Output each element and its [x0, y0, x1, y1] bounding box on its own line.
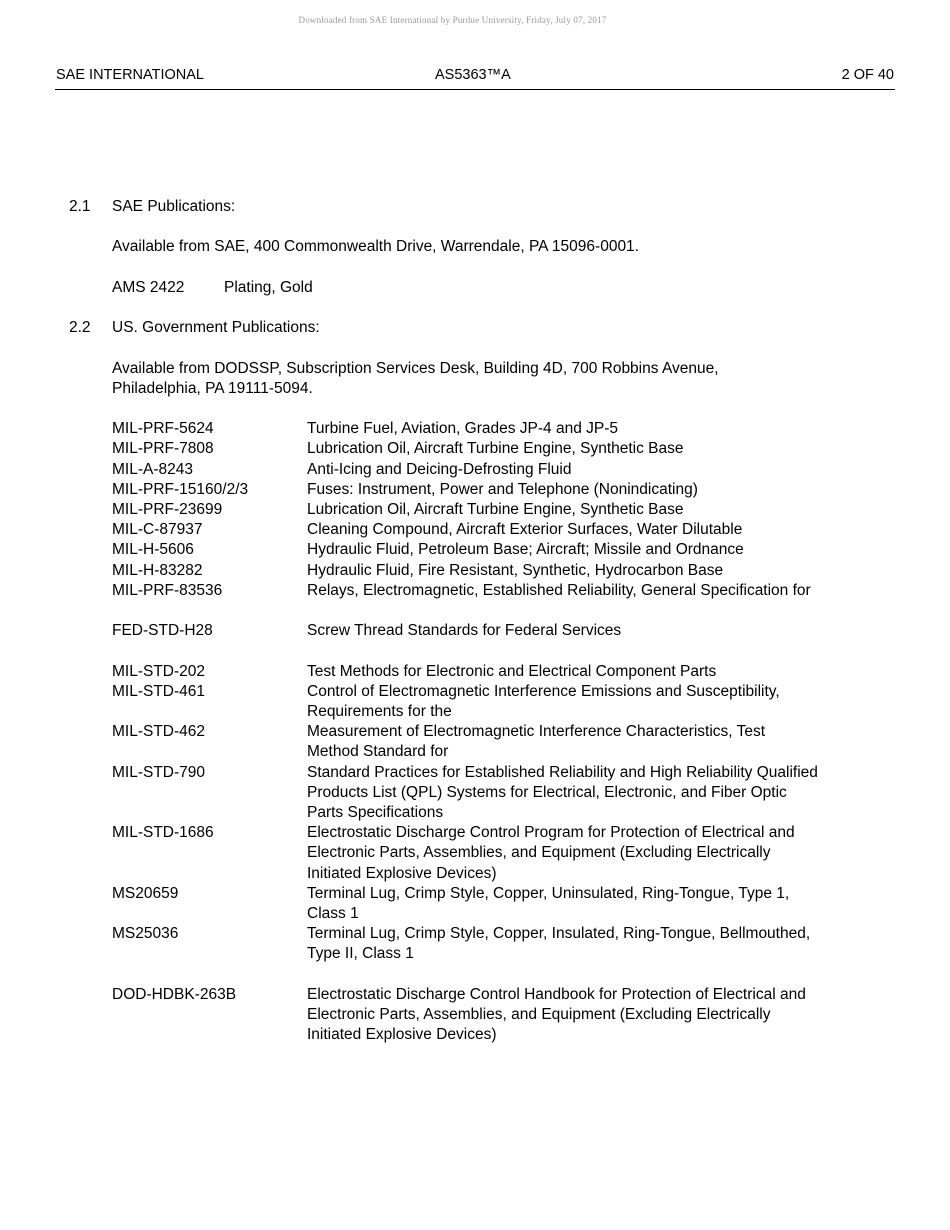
spec-code: MIL-STD-202	[112, 662, 206, 680]
download-watermark: Downloaded from SAE International by Purdue University, Friday, July 07, 2017	[298, 15, 607, 25]
spec-code: FED-STD-H28	[112, 622, 213, 640]
spec-title	[307, 823, 889, 884]
section-2-1-availability: Available from SAE, 400 Commonwealth Drive, Warrendale, PA 15096-0001.	[112, 238, 639, 256]
spec-title-line: Standard Practices for Established Reliability and High Reliability Qualified	[307, 763, 818, 781]
availability-line: Philadelphia, PA 19111-5094.	[112, 379, 313, 397]
spec-row	[112, 985, 889, 1046]
spec-title	[307, 763, 889, 824]
spec-title-line: Class 1	[307, 905, 359, 922]
spec-row	[112, 480, 889, 500]
page-content	[69, 197, 889, 1045]
section-2-2-heading	[69, 318, 889, 338]
spec-title-line: Electronic Parts, Assemblies, and Equipment (Excluding Electrically	[307, 844, 771, 862]
spec-code: MIL-H-5606	[112, 541, 194, 559]
spec-title	[307, 439, 889, 459]
spec-code: MIL-STD-462	[112, 723, 206, 741]
spec-title	[307, 419, 889, 439]
spec-title-line: Initiated Explosive Devices)	[307, 864, 497, 882]
spec-group	[112, 419, 889, 601]
spec-title-line: Electrostatic Discharge Control Handbook for Protection of Electrical and	[307, 985, 806, 1003]
spec-row	[112, 419, 889, 439]
page-header	[55, 66, 895, 90]
section-title: US. Government Publications:	[112, 319, 320, 337]
spec-code: AMS 2422	[112, 278, 185, 296]
spec-code: MIL-PRF-83536	[112, 581, 223, 599]
spec-row	[112, 460, 889, 480]
spec-code: MIL-STD-1686	[112, 824, 214, 842]
spec-row	[112, 581, 889, 601]
spec-title-line: Requirements for the	[307, 702, 452, 720]
spec-title-line: Terminal Lug, Crimp Style, Copper, Uninsulated, Ring-Tongue, Type 1,	[307, 884, 790, 902]
header-page-number: 2 OF 40	[841, 67, 894, 83]
spec-title-line: Electronic Parts, Assemblies, and Equipment (Excluding Electrically	[307, 1006, 771, 1023]
spec-row	[112, 662, 889, 682]
spec-title	[307, 985, 889, 1046]
spec-title-line: Test Methods for Electronic and Electrical Component Parts	[307, 662, 717, 680]
spec-title	[307, 520, 889, 540]
spec-title-line: Lubrication Oil, Aircraft Turbine Engine, Synthetic Base	[307, 500, 684, 518]
spec-title-line: Hydraulic Fluid, Fire Resistant, Synthetic, Hydrocarbon Base	[307, 561, 724, 579]
spec-title	[307, 500, 889, 520]
spec-row	[112, 621, 889, 641]
section-title: SAE Publications:	[112, 198, 236, 215]
spec-title-line: Terminal Lug, Crimp Style, Copper, Insulated, Ring-Tongue, Bellmouthed,	[307, 925, 811, 943]
section-2-1-heading	[69, 197, 889, 217]
spec-row	[112, 823, 889, 884]
section-2-2-availability	[112, 359, 889, 399]
spec-title-line: Cleaning Compound, Aircraft Exterior Surfaces, Water Dilutable	[307, 521, 743, 539]
spec-title-line: Method Standard for	[307, 743, 449, 761]
spec-title-line: Lubrication Oil, Aircraft Turbine Engine, Synthetic Base	[307, 440, 684, 458]
spec-title-line: Hydraulic Fluid, Petroleum Base; Aircraft; Missile and Ordnance	[307, 541, 744, 559]
spec-title-line: Turbine Fuel, Aviation, Grades JP-4 and JP-5	[307, 420, 619, 438]
spec-title	[307, 460, 889, 480]
spec-row	[112, 884, 889, 924]
spec-code: DOD-HDBK-263B	[112, 985, 237, 1003]
spec-row	[112, 439, 889, 459]
spec-code: MIL-PRF-7808	[112, 440, 214, 458]
spec-title-line: Parts Specifications	[307, 803, 444, 821]
spec-title-line: Screw Thread Standards for Federal Services	[307, 622, 622, 640]
spec-code: MIL-PRF-15160/2/3	[112, 480, 249, 498]
spec-title-line: Anti-Icing and Deicing-Defrosting Fluid	[307, 460, 572, 478]
spec-title-line: Control of Electromagnetic Interference Emissions and Susceptibility,	[307, 682, 780, 700]
spec-title-line: Fuses: Instrument, Power and Telephone (Nonindicating)	[307, 480, 698, 498]
spec-title-line: Measurement of Electromagnetic Interference Characteristics, Test	[307, 723, 766, 741]
spec-title-line: Initiated Explosive Devices)	[307, 1026, 497, 1044]
spec-row	[112, 722, 889, 762]
section-number: 2.2	[69, 319, 91, 337]
government-spec-list	[112, 419, 889, 1045]
spec-code: MIL-PRF-5624	[112, 420, 214, 438]
spec-row	[112, 278, 889, 298]
spec-title	[307, 581, 889, 601]
spec-code: MIL-STD-790	[112, 763, 206, 781]
spec-title-line: Relays, Electromagnetic, Established Reliability, General Specification for	[307, 581, 811, 599]
spec-title	[307, 682, 889, 722]
spec-group	[112, 985, 889, 1046]
spec-row	[112, 540, 889, 560]
spec-title	[307, 662, 889, 682]
spec-code: MIL-STD-461	[112, 682, 206, 700]
header-organization: SAE INTERNATIONAL	[56, 67, 204, 83]
spec-title	[307, 480, 889, 500]
spec-title-line: Electrostatic Discharge Control Program for Protection of Electrical and	[307, 824, 795, 842]
spec-title: Plating, Gold	[224, 278, 313, 296]
spec-title	[307, 722, 889, 762]
spec-title	[307, 884, 889, 924]
spec-row	[112, 924, 889, 964]
spec-row	[112, 520, 889, 540]
spec-code: MIL-C-87937	[112, 521, 203, 539]
spec-code: MS20659	[112, 884, 179, 902]
spec-group	[112, 621, 889, 641]
spec-title-line: Products List (QPL) Systems for Electrical, Electronic, and Fiber Optic	[307, 783, 787, 801]
spec-group	[112, 662, 889, 965]
spec-title	[307, 621, 889, 641]
spec-code: MIL-H-83282	[112, 561, 203, 579]
availability-line: Available from DODSSP, Subscription Services Desk, Building 4D, 700 Robbins Avenue,	[112, 359, 719, 377]
spec-row	[112, 561, 889, 581]
header-document-number: AS5363™A	[435, 67, 511, 83]
spec-code: MS25036	[112, 925, 179, 943]
spec-title	[307, 540, 889, 560]
spec-row	[112, 500, 889, 520]
spec-row	[112, 763, 889, 824]
spec-code: MIL-A-8243	[112, 460, 193, 478]
spec-title	[307, 924, 889, 964]
spec-title-line: Type II, Class 1	[307, 945, 414, 963]
spec-code: MIL-PRF-23699	[112, 500, 223, 518]
section-number: 2.1	[69, 198, 91, 215]
spec-row	[112, 682, 889, 722]
spec-title	[307, 561, 889, 581]
